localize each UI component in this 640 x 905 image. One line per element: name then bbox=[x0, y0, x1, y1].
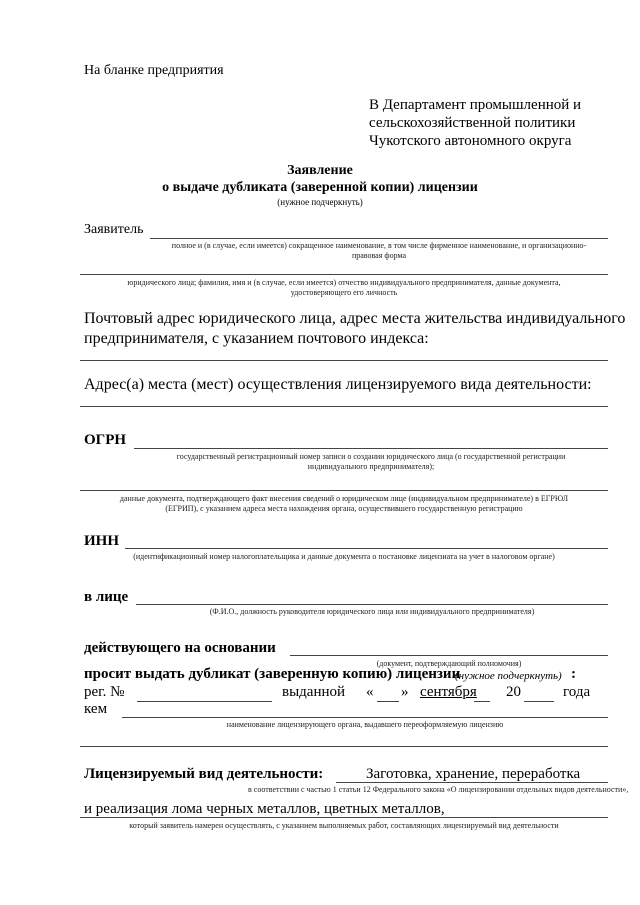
recipient-line-2: сельскохозяйственной политики bbox=[369, 115, 576, 131]
applicant-note-2b: удостоверяющего его личность bbox=[290, 288, 398, 297]
licensed-activity-note-2: который заявитель намерен осуществлять, с указанием выполняемых работ, составляющих лицензируемый вид деятельности bbox=[129, 821, 559, 830]
licensed-activity-note-1: в соответствии с частью 1 статьи 12 Федерального закона «О лицензировании отдельных видов деятельности», bbox=[248, 785, 629, 794]
licensed-activity-label: Лицензируемый вид деятельности: bbox=[84, 766, 324, 782]
applicant-note-1a: полное и (в случае, если имеется) сокращенное наименование, в том числе фирменное наименование, и организационно- bbox=[171, 241, 587, 250]
person-label: в лице bbox=[84, 589, 129, 605]
applicant-name-line[interactable] bbox=[150, 238, 608, 239]
basis-label: действующего на основании bbox=[84, 640, 276, 656]
ogrn-note-2a: данные документа, подтверждающего факт внесения сведений о юридическом лице (индивидуальном предпринимателе) в ЕГРЮЛ bbox=[119, 494, 569, 503]
activity-address-line[interactable] bbox=[80, 406, 608, 407]
request-label: просит выдать дубликат (заверенную копию) лицензии bbox=[84, 666, 461, 682]
issue-year-line[interactable] bbox=[524, 701, 554, 702]
licensed-activity-line-2[interactable] bbox=[80, 817, 608, 818]
applicant-note-2a: юридического лица; фамилия, имя и (в случае, если имеется) отчество индивидуального предпринимателя, данные документа, bbox=[127, 278, 561, 287]
year-prefix: 20 bbox=[506, 684, 521, 700]
issue-month-tail-line bbox=[474, 701, 490, 702]
ogrn-note-1b: индивидуального предпринимателя); bbox=[307, 462, 435, 471]
ogrn-label: ОГРН bbox=[84, 432, 127, 448]
licensed-activity-value-2: и реализация лома черных металлов, цветных металлов, bbox=[84, 801, 445, 817]
issue-day-line[interactable] bbox=[377, 701, 399, 702]
document-title: Заявление bbox=[287, 163, 353, 178]
person-note: (Ф.И.О., должность руководителя юридического лица или индивидуального предпринимателя) bbox=[209, 607, 535, 616]
quote-close: » bbox=[401, 684, 409, 700]
applicant-details-line[interactable] bbox=[80, 274, 608, 275]
reg-number-line[interactable] bbox=[137, 701, 272, 702]
issued-by-extra-line[interactable] bbox=[80, 746, 608, 747]
activity-address-label: Адрес(а) места (мест) осуществления лицензируемого вида деятельности: bbox=[84, 376, 592, 393]
issued-by-line[interactable] bbox=[122, 717, 608, 718]
applicant-note-1b: правовая форма bbox=[351, 251, 407, 260]
ogrn-document-line[interactable] bbox=[80, 490, 608, 491]
request-colon: : bbox=[571, 666, 576, 682]
postal-address-label-1: Почтовый адрес юридического лица, адрес места жительства индивидуального bbox=[84, 310, 626, 327]
recipient-line-3: Чукотского автономного округа bbox=[369, 133, 572, 149]
ogrn-note-1a: государственный регистрационный номер записи о создании юридического лица (о государственной регистрации bbox=[176, 452, 566, 461]
issued-label: выданной bbox=[282, 684, 346, 700]
request-note: (нужное подчеркнуть) bbox=[455, 670, 562, 682]
issued-by-note: наименование лицензирующего органа, выдавшего переоформляемую лицензию bbox=[226, 720, 504, 729]
ogrn-note-2b: (ЕГРИП), с указанием адреса места нахождения органа, осуществившего государственную регистрацию bbox=[165, 504, 523, 513]
reg-number-label: рег. № bbox=[84, 684, 125, 700]
document-subtitle: о выдаче дубликата (заверенной копии) лицензии bbox=[162, 180, 478, 195]
inn-field-line[interactable] bbox=[125, 548, 608, 549]
postal-address-label-2: предпринимателя, с указанием почтового индекса: bbox=[84, 330, 429, 347]
licensed-activity-value-1: Заготовка, хранение, переработка bbox=[366, 766, 581, 782]
licensed-activity-line-1[interactable] bbox=[336, 782, 608, 783]
person-field-line[interactable] bbox=[136, 604, 608, 605]
issued-by-label: кем bbox=[84, 701, 108, 717]
title-note: (нужное подчеркнуть) bbox=[277, 197, 363, 207]
postal-address-line[interactable] bbox=[80, 360, 608, 361]
basis-note: (документ, подтверждающий полномочия) bbox=[376, 659, 522, 668]
issue-month: сентября bbox=[420, 684, 477, 700]
applicant-label: Заявитель bbox=[84, 222, 144, 237]
year-suffix: года bbox=[563, 684, 591, 700]
recipient-line-1: В Департамент промышленной и bbox=[369, 97, 582, 113]
basis-field-line[interactable] bbox=[290, 655, 608, 656]
quote-open: « bbox=[366, 684, 374, 700]
letterhead-note: На бланке предприятия bbox=[84, 63, 224, 78]
inn-note: (идентификационный номер налогоплательщика и данные документа о постановке лицензиата на учет в налоговом органе) bbox=[133, 552, 555, 561]
ogrn-field-line[interactable] bbox=[134, 448, 608, 449]
inn-label: ИНН bbox=[84, 533, 120, 549]
